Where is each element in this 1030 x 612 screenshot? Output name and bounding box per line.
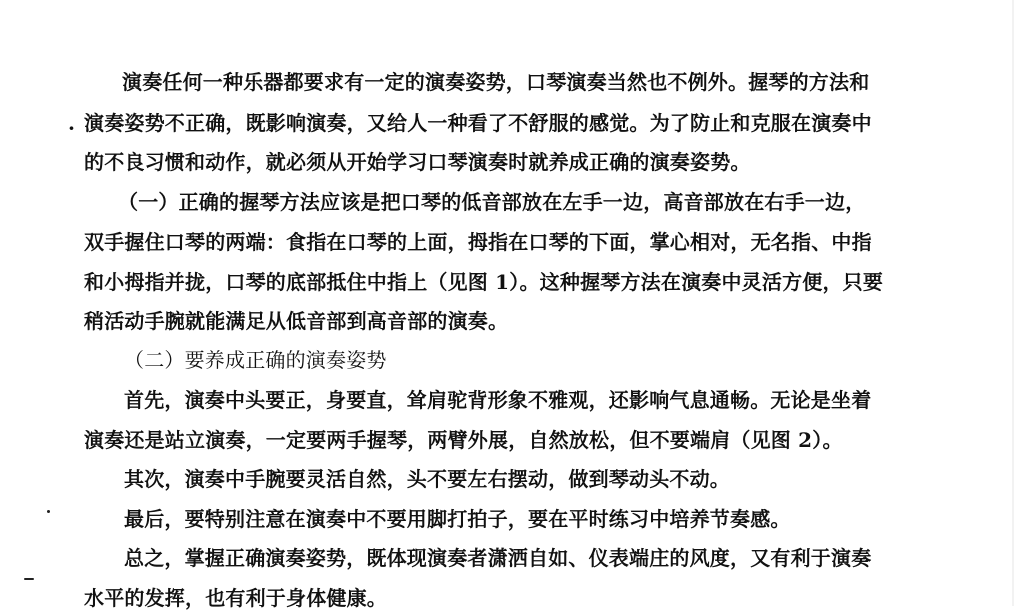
scan-speck bbox=[47, 510, 50, 513]
section-1-line-4: 稍活动手腕就能满足从低音部到高音部的演奏。 bbox=[84, 309, 509, 333]
first-point-line-1: 首先，演奏中头要正，身要直，耸肩驼背形象不雅观，还影响气息通畅。无论是坐着 bbox=[124, 388, 872, 412]
section-1-line-2: 双手握住口琴的两端：食指在口琴的上面，拇指在口琴的下面，掌心相对，无名指、中指 bbox=[84, 230, 872, 254]
summary-line-1: 总之，掌握正确演奏姿势，既体现演奏者潇洒自如、仪表端庄的风度，又有利于演奏 bbox=[124, 546, 872, 570]
section-1-line-3: 和小拇指并拢，口琴的底部抵住中指上（见图 1）。这种握琴方法在演奏中灵活方便，只要 bbox=[84, 270, 884, 294]
paragraph-intro-line-1: 演奏任何一种乐器都要求有一定的演奏姿势，口琴演奏当然也不例外。握琴的方法和 bbox=[122, 70, 870, 94]
section-2-heading: （二）要养成正确的演奏姿势 bbox=[124, 348, 387, 372]
first-point-line-2: 演奏还是站立演奏，一定要两手握琴，两臂外展，自然放松，但不要端肩（见图 2）。 bbox=[84, 428, 843, 452]
page-edge-line bbox=[1012, 0, 1014, 606]
summary-line-2: 水平的发挥，也有利于身体健康。 bbox=[84, 586, 387, 610]
paragraph-intro-line-2: 演奏姿势不正确，既影响演奏，又给人一种看了不舒服的感觉。为了防止和克服在演奏中 bbox=[84, 111, 872, 135]
second-point: 其次，演奏中手腕要灵活自然，头不要左右摆动，做到琴动头不动。 bbox=[124, 467, 730, 491]
finally-point: 最后，要特别注意在演奏中不要用脚打拍子，要在平时练习中培养节奏感。 bbox=[124, 507, 791, 531]
margin-dot: · bbox=[68, 116, 75, 140]
paragraph-intro-line-3: 的不良习惯和动作，就必须从开始学习口琴演奏时就养成正确的演奏姿势。 bbox=[84, 150, 751, 174]
scan-speck bbox=[24, 578, 34, 580]
section-1-line-1: （一）正确的握琴方法应该是把口琴的低音部放在左手一边，高音部放在右手一边， bbox=[118, 190, 866, 214]
